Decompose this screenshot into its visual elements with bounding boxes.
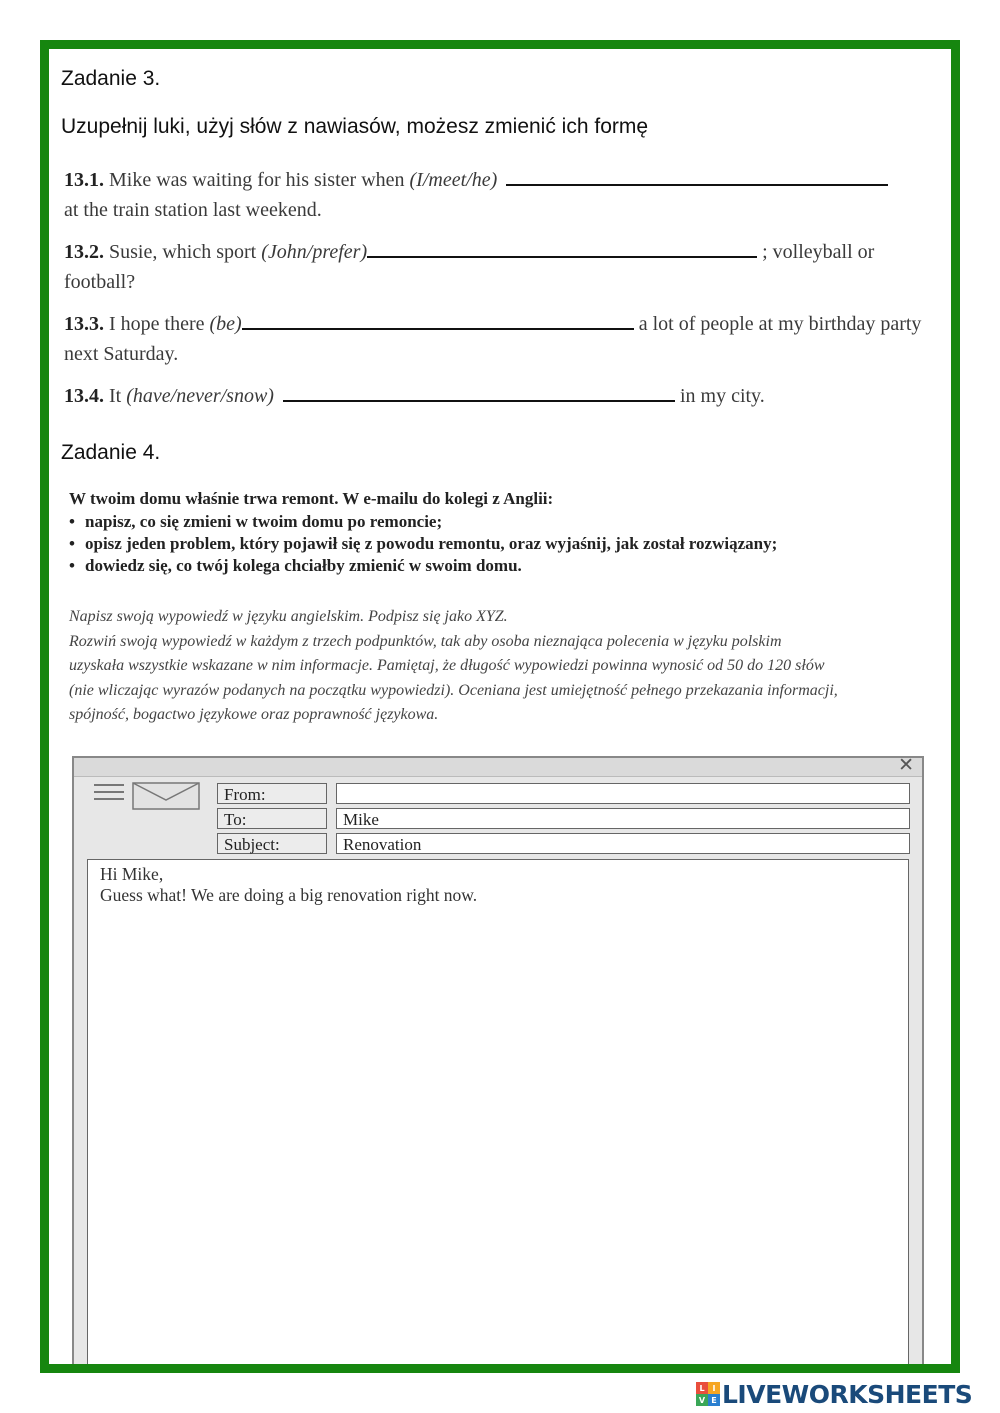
task4-note-2: Rozwiń swoją wypowiedź w każdym z trzech podpunktów, tak aby osoba nieznająca polecenia w języku polskim uzyskała wszystkie wskazane w nim informacje. Pamiętaj, że długość wypowiedzi powinna wynosić od 50 do 120 słów (nie wliczając wyrazów podanych na początku wypowiedzi). Oceniana jest umiejętność pełnego przekazania informacji, spójność, bogactwo językowe oraz poprawność językowa. [69,632,838,723]
liveworksheets-logo [696,1378,972,1410]
email-title-bar [74,754,922,777]
logo-mark-letter: I [708,1382,720,1394]
logo-text: LIVEWORKSHEETS [722,1379,973,1409]
close-icon[interactable]: ✕ [898,754,914,776]
task4-intro: W twoim domu właśnie trwa remont. W e-mailu do kolegi z Anglii: [69,489,554,508]
email-body-greeting: Hi Mike, [100,864,164,884]
task4-bullet-list [69,511,839,577]
from-field[interactable] [336,783,910,804]
task3-title: Zadanie 3. [61,67,161,90]
from-label: From: [217,783,327,804]
exercise-text-after: at the train station last weekend. [64,199,322,221]
answer-blank-13-4[interactable] [283,382,675,402]
logo-mark-letter: L [696,1382,708,1394]
exercise-13-2 [64,237,926,297]
exercise-text-after: in my city. [679,385,765,407]
exercise-13-4 [64,381,926,411]
exercise-text-before: Susie, which sport [109,241,262,263]
worksheet-frame [40,40,960,1373]
logo-mark-letter: V [696,1394,708,1406]
to-label: To: [217,808,327,829]
exercise-hint: (be) [209,313,242,335]
answer-blank-13-3[interactable] [242,310,634,330]
email-window [72,756,924,1373]
task4-bullet: • dowiedz się, co twój kolega chciałby zmienić w swoim domu. [69,555,839,577]
menu-icon [94,784,124,808]
exercise-13-1 [64,165,926,225]
task3-instruction: Uzupełnij luki, użyj słów z nawiasów, możesz zmienić ich formę [61,115,649,138]
email-body-first-line: Guess what! We are doing a big renovation right now. [100,885,478,905]
exercise-hint: (John/prefer) [261,241,368,263]
exercise-text-after: ; volleyball or football? [64,241,875,293]
task4-notes [69,605,839,728]
exercise-text-before: Mike was waiting for his sister when [109,169,410,191]
exercise-hint: (I/meet/he) [409,169,498,191]
exercise-number: 13.3. [64,313,104,335]
exercise-text-before: I hope there [109,313,210,335]
answer-blank-13-2[interactable] [367,238,757,258]
task4-note-1: Napisz swoją wypowiedź w języku angielskim. Podpisz się jako XYZ. [69,608,508,625]
task4-title: Zadanie 4. [61,441,161,464]
envelope-icon [132,782,200,810]
task4-bullet: • opisz jeden problem, który pojawił się z powodu remontu, oraz wyjaśnij, jak został rozwiązany; [69,533,839,555]
exercise-number: 13.4. [64,385,104,407]
task4-bullet: • napisz, co się zmieni w twoim domu po remoncie; [69,511,839,533]
subject-field[interactable]: Renovation [336,833,910,854]
logo-mark-letter: E [708,1394,720,1406]
exercise-text-before: It [109,385,127,407]
exercise-hint: (have/never/snow) [126,385,274,407]
exercise-13-3 [64,309,926,369]
answer-blank-13-1[interactable] [506,166,888,186]
subject-label: Subject: [217,833,327,854]
to-field[interactable]: Mike [336,808,910,829]
email-body-textarea[interactable] [87,859,909,1373]
logo-mark-icon [696,1382,720,1406]
exercise-text-after: a lot of people at my birthday party next Saturday. [64,313,922,365]
exercise-number: 13.1. [64,169,104,191]
exercise-number: 13.2. [64,241,104,263]
